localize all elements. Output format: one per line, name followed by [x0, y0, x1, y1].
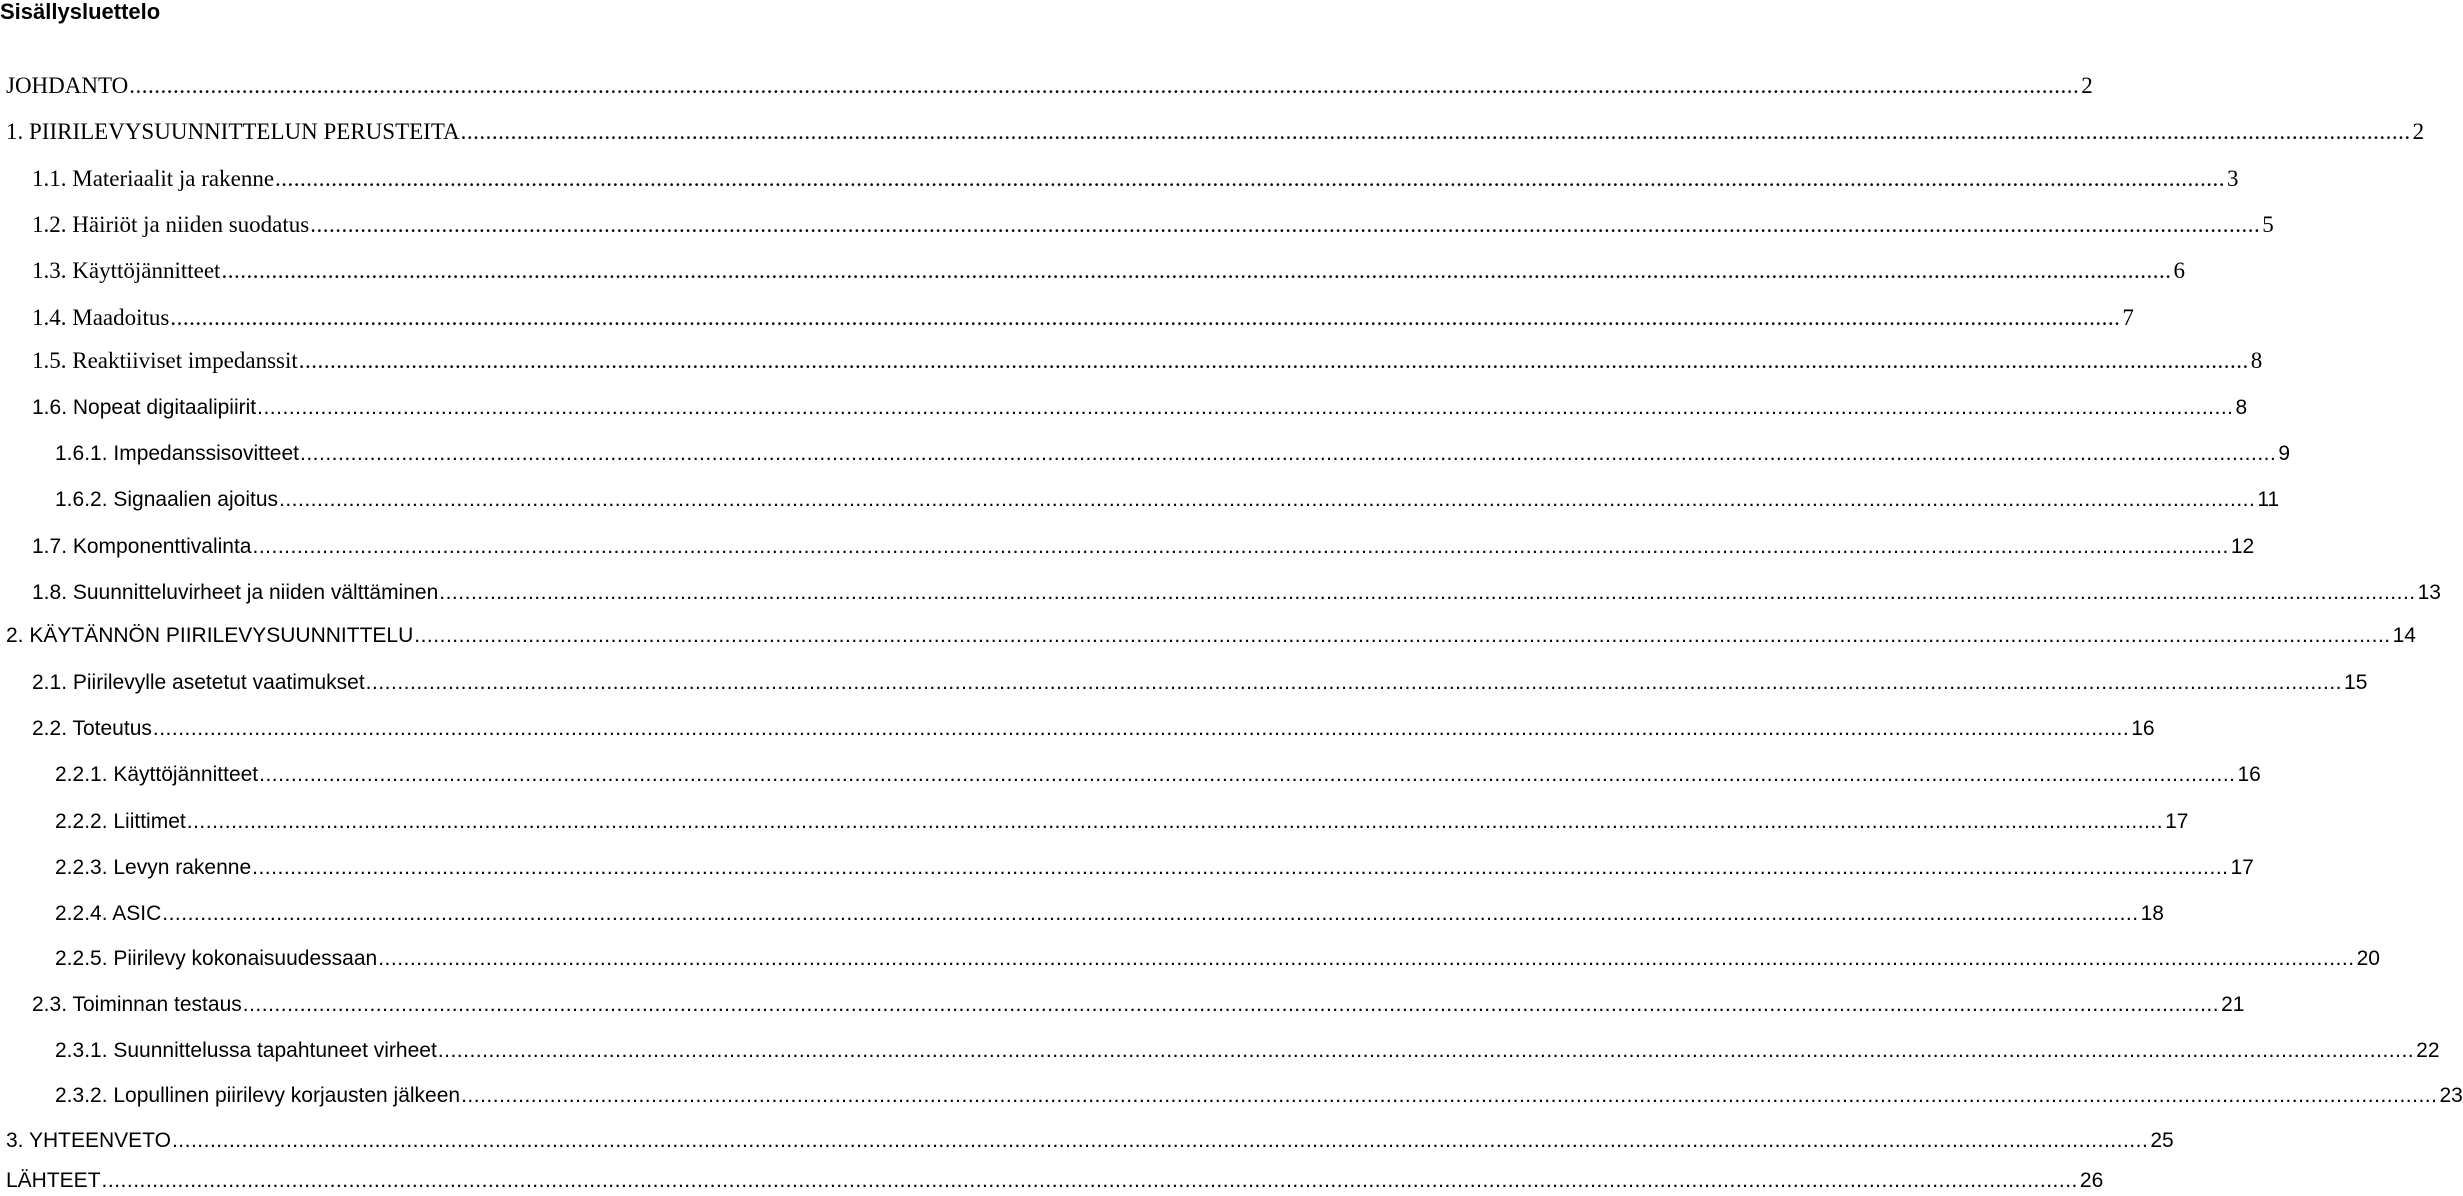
- leader-dots: [461, 1081, 2437, 1111]
- toc-entry-page: 17: [2230, 856, 2254, 879]
- toc-entry-page: 3: [2227, 166, 2239, 191]
- leader-dots: [366, 668, 2342, 698]
- toc-entry-page: 16: [2131, 717, 2155, 740]
- page-title: Sisällysluettelo: [0, 0, 161, 24]
- toc-entry-label: 2.2.2. Liittimet: [55, 810, 186, 833]
- leader-dots: [102, 1166, 2078, 1196]
- toc-entry-1-1[interactable]: [0, 164, 2239, 194]
- toc-entry-page: 26: [2079, 1169, 2104, 1192]
- toc-entry-page: 13: [2417, 581, 2441, 604]
- toc-entry-label: 2.2.3. Levyn rakenne: [55, 856, 252, 879]
- toc-entry-label: 2.3.2. Lopullinen piirilevy korjausten jälkeen: [55, 1084, 461, 1107]
- toc-entry-page: 9: [2278, 442, 2291, 465]
- toc-entry-page: 25: [2150, 1129, 2174, 1152]
- toc-entry-label: 1.6.2. Signaalien ajoitus: [55, 488, 278, 511]
- toc-entry-page: 18: [2140, 902, 2164, 925]
- toc-entry-page: 20: [2356, 947, 2380, 970]
- toc-entry-page: 8: [2235, 396, 2248, 419]
- leader-dots: [275, 164, 2225, 194]
- toc-entry-page: 15: [2344, 671, 2368, 694]
- toc-entry-page: 8: [2250, 348, 2263, 373]
- toc-entry-2-3-2[interactable]: [0, 1081, 2463, 1111]
- leader-dots: [172, 1126, 2148, 1156]
- toc-entry-1-5[interactable]: [0, 346, 2263, 376]
- leader-dots: [378, 944, 2354, 974]
- toc-entry-page: 12: [2230, 535, 2255, 558]
- toc-entry-2-3-1[interactable]: [0, 1036, 2440, 1066]
- toc-entry-page: 7: [2122, 305, 2134, 330]
- toc-entry-label: 1.5. Reaktiiviset impedanssit: [32, 348, 298, 373]
- leader-dots: [310, 210, 2260, 240]
- toc-entry-label: 1.4. Maadoitus: [32, 305, 170, 330]
- toc-entry-page: 11: [2257, 488, 2280, 511]
- leader-dots: [162, 899, 2138, 929]
- toc-entry-label: 2. KÄYTÄNNÖN PIIRILEVYSUUNNITTELU: [6, 624, 414, 647]
- toc-entry-label: 3. YHTEENVETO: [6, 1129, 171, 1152]
- leader-dots: [257, 393, 2233, 423]
- leader-dots: [243, 990, 2219, 1020]
- toc-entry-2-2[interactable]: [0, 714, 2155, 744]
- leader-dots: [438, 1036, 2414, 1066]
- toc-entry-page: 6: [2173, 258, 2185, 283]
- toc-entry-page: 22: [2416, 1039, 2440, 1062]
- leader-dots: [252, 532, 2228, 562]
- toc-entry-1-7[interactable]: [0, 532, 2255, 562]
- toc-entry-1-2[interactable]: [0, 210, 2274, 240]
- leader-dots: [170, 303, 2120, 333]
- toc-entry-2-2-4[interactable]: [0, 899, 2164, 929]
- toc-entry-label: 1.3. Käyttöjännitteet: [32, 258, 221, 283]
- toc-entry-label: 2.1. Piirilevylle asetetut vaatimukset: [32, 671, 365, 694]
- toc-entry-page: 14: [2392, 624, 2416, 647]
- toc-entry-1-8[interactable]: [0, 578, 2441, 608]
- leader-dots: [279, 485, 2255, 515]
- toc-entry-page: 5: [2262, 212, 2274, 237]
- toc-entry-label: 2.2.1. Käyttöjännitteet: [55, 763, 259, 786]
- toc-entry-1-6[interactable]: [0, 393, 2248, 423]
- toc-entry-label: 1.6.1. Impedanssisovitteet: [55, 442, 299, 465]
- toc-entry-1-3[interactable]: [0, 256, 2185, 286]
- toc-entry-page: 17: [2165, 810, 2189, 833]
- leader-dots: [252, 853, 2228, 883]
- toc-entry-page: 2: [2081, 73, 2093, 98]
- toc-entry-label: 2.3. Toiminnan testaus: [32, 993, 242, 1016]
- toc-entry-label: 2.2.4. ASIC: [55, 902, 162, 925]
- toc-entry-label: 1.6. Nopeat digitaalipiirit: [32, 396, 257, 419]
- leader-dots: [461, 117, 2411, 147]
- toc-entry-1-6-2[interactable]: [0, 485, 2280, 515]
- toc-entry-chapter-2[interactable]: [0, 621, 2416, 651]
- toc-entry-page: 2: [2412, 119, 2425, 144]
- toc-entry-chapter-3[interactable]: [0, 1126, 2174, 1156]
- toc-entry-page: 21: [2221, 993, 2245, 1016]
- leader-dots: [300, 439, 2276, 469]
- toc-entry-lahteet[interactable]: [0, 1166, 2104, 1196]
- toc-entry-2-2-1[interactable]: [0, 760, 2261, 790]
- toc-entry-label: 2.3.1. Suunnittelussa tapahtuneet virheet: [55, 1039, 437, 1062]
- toc-entry-2-2-5[interactable]: [0, 944, 2380, 974]
- leader-dots: [439, 578, 2415, 608]
- toc-entry-2-2-3[interactable]: [0, 853, 2254, 883]
- toc-entry-label: 2.2.5. Piirilevy kokonaisuudessaan: [55, 947, 378, 970]
- leader-dots: [259, 760, 2235, 790]
- toc-entry-label: 1.8. Suunnitteluvirheet ja niiden välttäminen: [32, 581, 439, 604]
- leader-dots: [129, 71, 2079, 101]
- leader-dots: [414, 621, 2390, 651]
- toc-entry-2-2-2[interactable]: [0, 807, 2189, 837]
- toc-entry-label: 1.7. Komponenttivalinta: [32, 535, 252, 558]
- leader-dots: [221, 256, 2171, 286]
- leader-dots: [187, 807, 2163, 837]
- toc-entry-label: LÄHTEET: [6, 1169, 101, 1192]
- toc-entry-label: JOHDANTO: [6, 73, 129, 98]
- toc-entry-2-1[interactable]: [0, 668, 2368, 698]
- toc-entry-chapter-1[interactable]: [0, 117, 2425, 147]
- toc-entry-label: 1.1. Materiaalit ja rakenne: [32, 166, 275, 191]
- toc-entry-johdanto[interactable]: [0, 71, 2093, 101]
- toc-entry-label: 1.2. Häiriöt ja niiden suodatus: [32, 212, 310, 237]
- leader-dots: [153, 714, 2129, 744]
- toc-entry-2-3[interactable]: [0, 990, 2245, 1020]
- leader-dots: [299, 346, 2249, 376]
- toc-entry-label: 1. PIIRILEVYSUUNNITTELUN PERUSTEITA: [6, 119, 460, 144]
- toc-entry-label: 2.2. Toteutus: [32, 717, 152, 740]
- toc-entry-page: 23: [2439, 1084, 2463, 1107]
- toc-entry-1-6-1[interactable]: [0, 439, 2291, 469]
- toc-entry-1-4[interactable]: [0, 303, 2134, 333]
- toc-entry-page: 16: [2237, 763, 2261, 786]
